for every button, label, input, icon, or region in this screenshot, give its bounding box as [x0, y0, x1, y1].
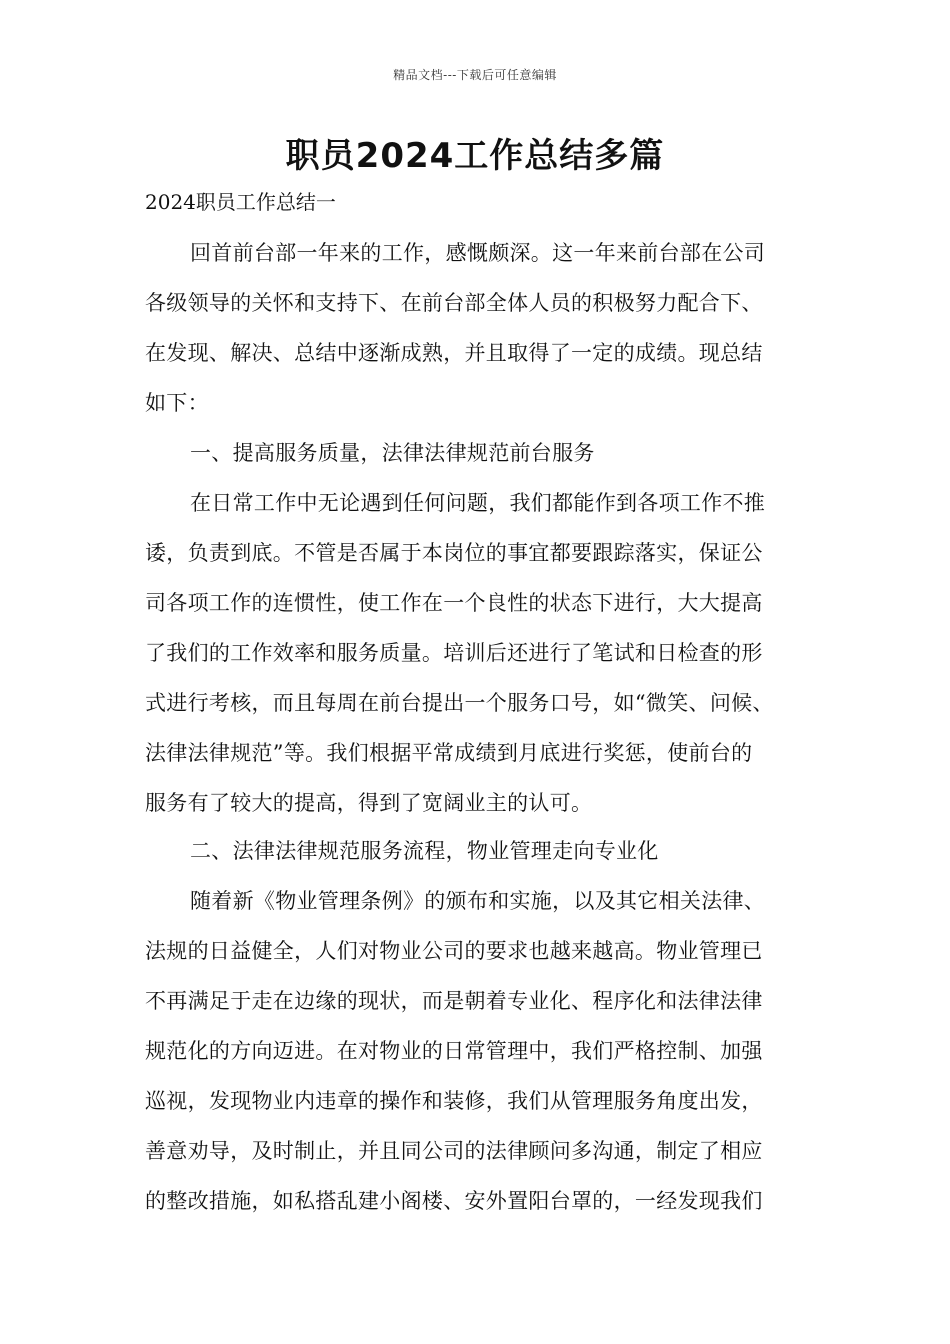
- paragraph-line: 善意劝导，及时制止，并且同公司的法律顾问多沟通，制定了相应: [145, 1139, 763, 1163]
- paragraph-line: 法规的日益健全，人们对物业公司的要求也越来越高。物业管理已: [145, 939, 763, 963]
- paragraph-line: 诿，负责到底。不管是否属于本岗位的事宜都要跟踪落实，保证公: [145, 541, 763, 565]
- paragraph-line: 回首前台部一年来的工作，感慨颇深。这一年来前台部在公司: [190, 241, 766, 265]
- paragraph-line: 法律法律规范”等。我们根据平常成绩到月底进行奖惩，使前台的: [145, 741, 753, 765]
- paragraph-line: 巡视，发现物业内违章的操作和装修，我们从管理服务角度出发，: [145, 1089, 763, 1113]
- paragraph-line: 在日常工作中无论遇到任何问题，我们都能作到各项工作不推: [190, 491, 766, 515]
- paragraph-line: 如下：: [145, 391, 209, 415]
- section-subheading: 2024职员工作总结一: [145, 190, 336, 214]
- paragraph-line: 各级领导的关怀和支持下、在前台部全体人员的积极努力配合下、: [145, 291, 763, 315]
- section-heading: 一、提高服务质量，法律法律规范前台服务: [190, 441, 595, 465]
- header-note: 精品文档---下载后可任意编辑: [393, 68, 557, 82]
- paragraph-line: 式进行考核，而且每周在前台提出一个服务口号，如“微笑、问候、: [145, 691, 774, 715]
- paragraph-line: 的整改措施，如私搭乱建小阁楼、安外置阳台罩的，一经发现我们: [145, 1189, 763, 1213]
- section-heading: 二、法律法律规范服务流程，物业管理走向专业化: [190, 839, 659, 863]
- paragraph-line: 服务有了较大的提高，得到了宽阔业主的认可。: [145, 791, 593, 815]
- paragraph-line: 了我们的工作效率和服务质量。培训后还进行了笔试和日检查的形: [145, 641, 763, 665]
- paragraph-line: 司各项工作的连惯性，使工作在一个良性的状态下进行，大大提高: [145, 591, 763, 615]
- paragraph-line: 在发现、解决、总结中逐渐成熟，并且取得了一定的成绩。现总结: [145, 341, 763, 365]
- document-title: 职员2024工作总结多篇: [285, 136, 665, 176]
- paragraph-line: 规范化的方向迈进。在对物业的日常管理中，我们严格控制、加强: [145, 1039, 763, 1063]
- paragraph-line: 不再满足于走在边缘的现状，而是朝着专业化、程序化和法律法律: [145, 989, 763, 1013]
- paragraph-line: 随着新《物业管理条例》的颁布和实施，以及其它相关法律、: [190, 889, 766, 913]
